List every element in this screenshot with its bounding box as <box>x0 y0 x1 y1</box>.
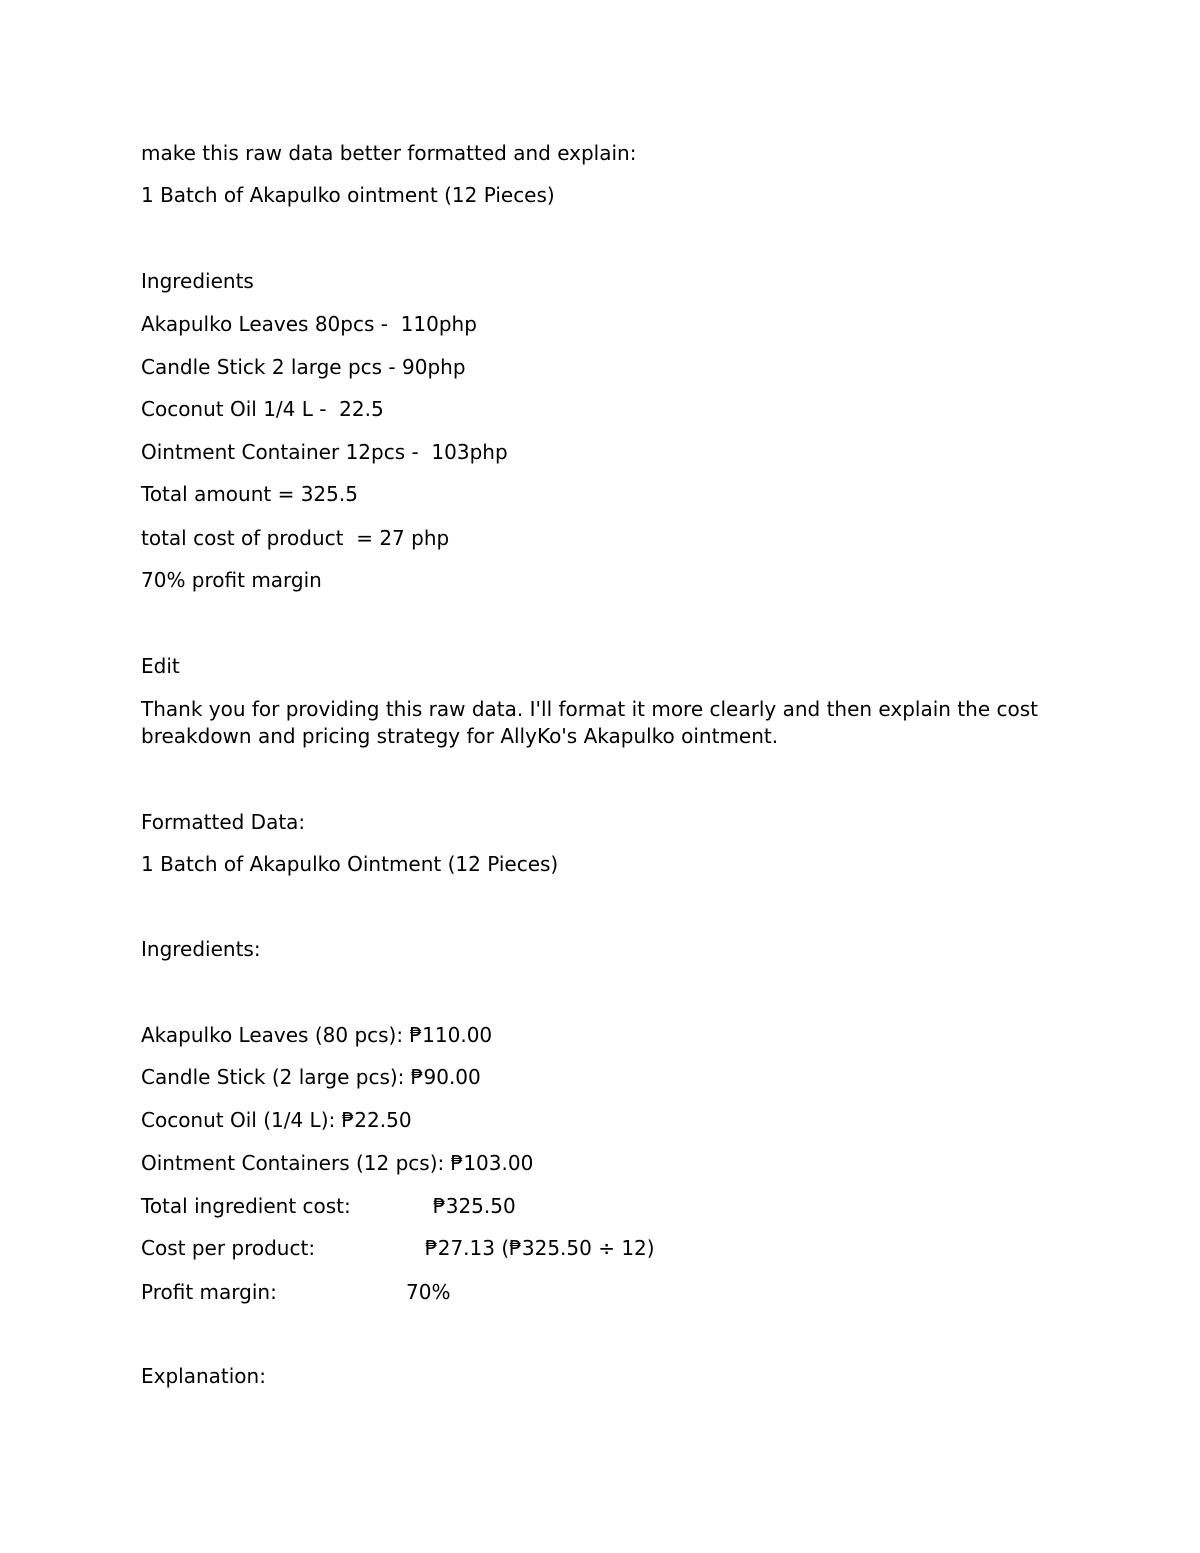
prompt-item: Akapulko Leaves 80pcs - 110php <box>141 312 477 336</box>
prompt-item: Coconut Oil 1/4 L - 22.5 <box>141 397 384 421</box>
formatted-heading: Formatted Data: <box>141 810 306 834</box>
response-batch-title: 1 Batch of Akapulko Ointment (12 Pieces) <box>141 852 559 876</box>
prompt-item: Ointment Container 12pcs - 103php <box>141 440 508 464</box>
summary-label: Total ingredient cost: <box>141 1194 351 1218</box>
response-item: Ointment Containers (12 pcs): ₱103.00 <box>141 1151 534 1175</box>
prompt-ingredients-heading: Ingredients <box>141 269 254 293</box>
prompt-total-amount: Total amount = 325.5 <box>141 482 358 506</box>
response-item: Coconut Oil (1/4 L): ₱22.50 <box>141 1108 412 1132</box>
prompt-batch-title: 1 Batch of Akapulko ointment (12 Pieces) <box>141 183 555 207</box>
summary-value: ₱27.13 (₱325.50 ÷ 12) <box>425 1236 655 1260</box>
response-item: Akapulko Leaves (80 pcs): ₱110.00 <box>141 1023 493 1047</box>
summary-value: ₱325.50 <box>433 1194 516 1218</box>
summary-label: Cost per product: <box>141 1236 316 1260</box>
summary-label: Profit margin: <box>141 1280 277 1304</box>
prompt-item: Candle Stick 2 large pcs - 90php <box>141 355 466 379</box>
prompt-total-cost: total cost of product = 27 php <box>141 526 450 550</box>
edit-label: Edit <box>141 654 180 678</box>
prompt-profit-margin: 70% profit margin <box>141 568 322 592</box>
explanation-heading: Explanation: <box>141 1364 266 1388</box>
prompt-request: make this raw data better formatted and explain: <box>141 141 637 165</box>
response-intro: Thank you for providing this raw data. I'll format it more clearly and then explain the cost breakdown and pricing strategy for AllyKo's Akapulko ointment. <box>141 697 1038 748</box>
summary-value: 70% <box>406 1280 451 1304</box>
response-ingredients-heading: Ingredients: <box>141 937 261 961</box>
response-item: Candle Stick (2 large pcs): ₱90.00 <box>141 1065 481 1089</box>
